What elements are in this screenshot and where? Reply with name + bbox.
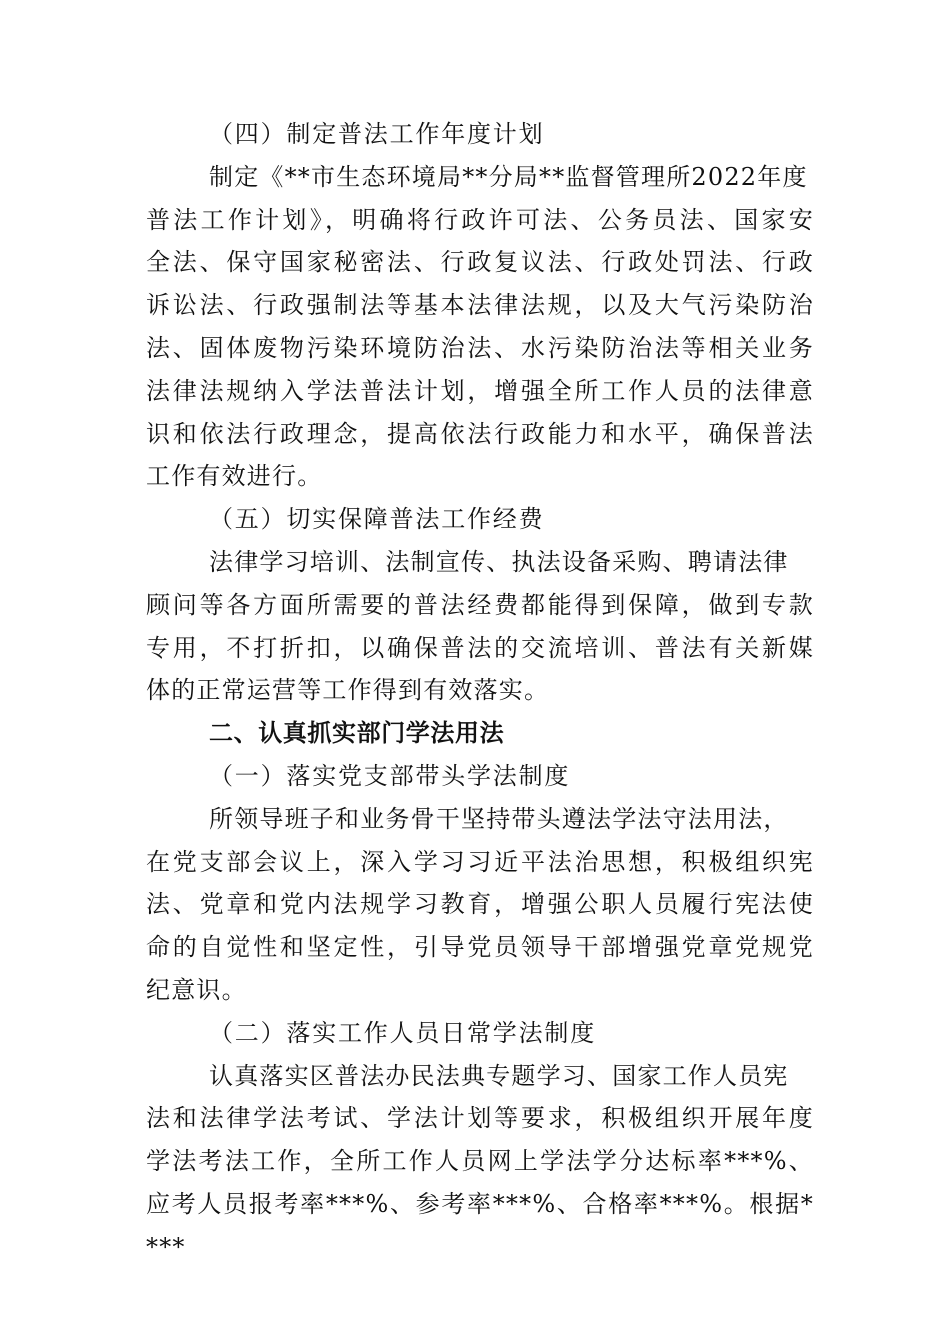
paragraph-line: 纪意识。	[146, 975, 247, 1004]
paragraph-line: 法、党章和党内法规学习教育，增强公职人员履行宪法使	[146, 890, 814, 919]
paragraph-line: 专用，不打折扣，以确保普法的交流培训、普法有关新媒	[146, 633, 814, 662]
paragraph-line: 应考人员报考率***%、参考率***%、合格率***%。根据*	[146, 1189, 814, 1218]
subheading-party-branch: （一）落实党支部带头学法制度	[209, 761, 571, 790]
paragraph-line: 识和依法行政理念，提高依法行政能力和水平，确保普法	[146, 419, 814, 448]
paragraph-line: 在党支部会议上，深入学习习近平法治思想，积极组织宪	[146, 847, 814, 876]
paragraph-line: 普法工作计划》，明确将行政许可法、公务员法、国家安	[146, 205, 814, 234]
paragraph-line: 法律法规纳入学法普法计划，增强全所工作人员的法律意	[146, 376, 814, 405]
paragraph-line: 体的正常运营等工作得到有效落实。	[146, 676, 550, 705]
paragraph-line: 顾问等各方面所需要的普法经费都能得到保障，做到专款	[146, 590, 814, 619]
subheading-funding: （五）切实保障普法工作经费	[209, 505, 545, 534]
paragraph-line: 法、固体废物污染环境防治法、水污染防治法等相关业务	[146, 333, 814, 362]
paragraph-line: 认真落实区普法办民法典专题学习、国家工作人员宪	[209, 1061, 789, 1090]
subheading-plan: （四）制定普法工作年度计划	[209, 120, 545, 148]
paragraph-line: 所领导班子和业务骨干坚持带头遵法学法守法用法，	[209, 804, 789, 833]
paragraph-line: 全法、保守国家秘密法、行政复议法、行政处罚法、行政	[146, 248, 814, 277]
paragraph-funding	[146, 541, 814, 712]
paragraph-line: 法和法律学法考试、学法计划等要求，积极组织开展年度	[146, 1104, 814, 1133]
subheading-daily-study: （二）落实工作人员日常学法制度	[209, 1018, 596, 1047]
paragraph-line: 学法考法工作，全所工作人员网上学法学分达标率***%、	[146, 1147, 814, 1176]
paragraph-party-branch	[146, 798, 814, 1012]
paragraph-plan	[146, 156, 814, 498]
paragraph-line: ***	[146, 1232, 186, 1261]
paragraph-daily-study	[146, 1055, 814, 1269]
paragraph-line: 命的自觉性和坚定性，引导党员领导干部增强党章党规党	[146, 933, 814, 962]
paragraph-line: 制定《**市生态环境局**分局**监督管理所2022年度	[209, 162, 808, 191]
paragraph-line: 诉讼法、行政强制法等基本法律法规，以及大气污染防治	[146, 291, 814, 320]
document-body	[146, 113, 814, 1269]
paragraph-line: 工作有效进行。	[146, 462, 323, 491]
section-heading: 二、认真抓实部门学法用法	[209, 719, 505, 748]
paragraph-line: 法律学习培训、法制宣传、执法设备采购、聘请法律	[209, 547, 789, 576]
